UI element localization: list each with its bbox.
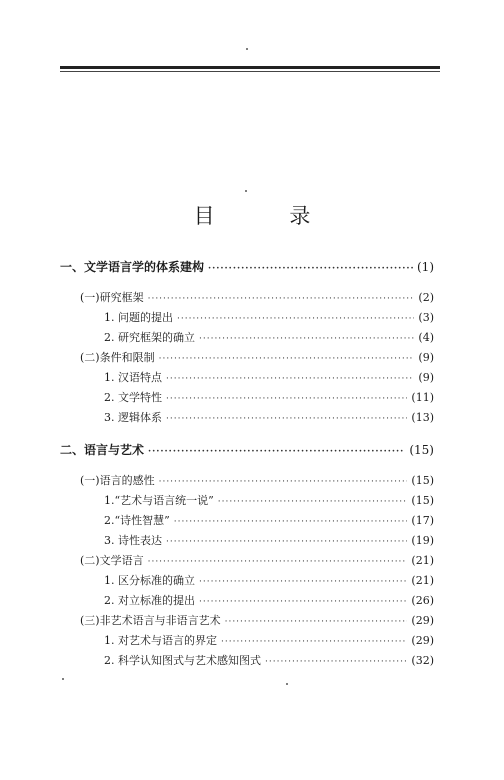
dot-leader	[166, 394, 407, 404]
toc-entry	[104, 652, 434, 668]
toc-entry-page: (9)	[418, 371, 434, 384]
toc-entry-page: (29)	[411, 634, 434, 647]
toc-entry-label: 2. 对立标准的提出	[104, 594, 195, 607]
toc-entry-page: (15)	[411, 494, 434, 507]
toc-entry	[80, 552, 434, 568]
toc-entry	[104, 492, 434, 508]
toc-entry-label: (二)文学语言	[80, 554, 144, 567]
dot-leader	[148, 447, 405, 457]
toc-entry-label: 1. 问题的提出	[104, 311, 173, 324]
toc-entry-label: 1.“艺术与语言统一说”	[104, 494, 214, 507]
dot-leader	[225, 617, 408, 627]
toc-entry-label: (三)非艺术语言与非语言艺术	[80, 614, 221, 627]
dot-leader	[166, 414, 407, 424]
toc-entry-page: (3)	[418, 311, 434, 324]
dot-leader	[199, 597, 407, 607]
toc-entry	[104, 309, 434, 325]
toc-entry-label: 2. 科学认知图式与艺术感知图式	[104, 654, 261, 667]
toc-entry-page: (2)	[418, 291, 434, 304]
dot-leader	[177, 314, 414, 324]
toc-entry-page: (11)	[411, 391, 434, 404]
toc-entry	[104, 632, 434, 648]
toc-entry-label: (一)语言的感性	[80, 474, 155, 487]
header-rule-thin	[60, 71, 440, 72]
toc-entry-label: 1. 区分标准的确立	[104, 574, 195, 587]
toc-entry	[60, 441, 434, 458]
dot-leader	[166, 537, 407, 547]
toc-entry-label: 3. 诗性表达	[104, 534, 162, 547]
toc-entry-page: (32)	[411, 654, 434, 667]
toc-entry-page: (29)	[411, 614, 434, 627]
toc-entry-label: 2.“诗性智慧”	[104, 514, 170, 527]
scan-speck	[245, 190, 247, 192]
toc-entry-label: 2. 文学特性	[104, 391, 162, 404]
toc-entry-label: 3. 逻辑体系	[104, 411, 162, 424]
toc-entry	[104, 369, 434, 385]
toc-entry-page: (21)	[411, 554, 434, 567]
toc-entry	[104, 532, 434, 548]
scan-speck	[246, 48, 248, 50]
dot-leader	[221, 637, 407, 647]
toc-entry	[104, 409, 434, 425]
toc-entry	[60, 258, 434, 275]
dot-leader	[174, 517, 408, 527]
toc-entry-label: 2. 研究框架的确立	[104, 331, 195, 344]
toc-entry-label: 1. 对艺术与语言的界定	[104, 634, 217, 647]
dot-leader	[148, 294, 415, 304]
dot-leader	[148, 557, 408, 567]
toc-entry	[104, 512, 434, 528]
toc-entry-page: (15)	[409, 443, 434, 457]
toc-entry-label: 1. 汉语特点	[104, 371, 162, 384]
toc-entry-page: (13)	[411, 411, 434, 424]
toc-entry-page: (15)	[411, 474, 434, 487]
dot-leader	[159, 354, 415, 364]
dot-leader	[159, 477, 408, 487]
dot-leader	[208, 264, 413, 274]
toc-entry-page: (1)	[417, 260, 434, 274]
toc-entry-label: 一、文学语言学的体系建构	[60, 260, 205, 274]
toc-entry	[104, 389, 434, 405]
toc-entry	[104, 329, 434, 345]
dot-leader	[199, 577, 407, 587]
toc-entry	[80, 472, 434, 488]
toc-entry	[80, 289, 434, 305]
toc-entry-page: (19)	[411, 534, 434, 547]
header-rule-thick	[60, 66, 440, 69]
toc-entry-label: 二、语言与艺术	[60, 443, 145, 457]
scan-speck	[62, 678, 64, 680]
page-title: 目 录	[193, 204, 345, 228]
dot-leader	[265, 657, 407, 667]
dot-leader	[218, 497, 408, 507]
dot-leader	[166, 374, 414, 384]
toc-entry-label: (一)研究框架	[80, 291, 144, 304]
dot-leader	[199, 334, 414, 344]
toc-entry	[104, 592, 434, 608]
scan-speck	[286, 683, 288, 685]
toc-entry-page: (4)	[418, 331, 434, 344]
toc-entry-page: (9)	[418, 351, 434, 364]
toc-entry-page: (21)	[411, 574, 434, 587]
toc-entry-page: (26)	[411, 594, 434, 607]
toc-entry	[80, 349, 434, 365]
toc-entry-label: (二)条件和限制	[80, 351, 155, 364]
toc-entry	[80, 612, 434, 628]
toc-entry	[104, 572, 434, 588]
toc-entry-page: (17)	[411, 514, 434, 527]
